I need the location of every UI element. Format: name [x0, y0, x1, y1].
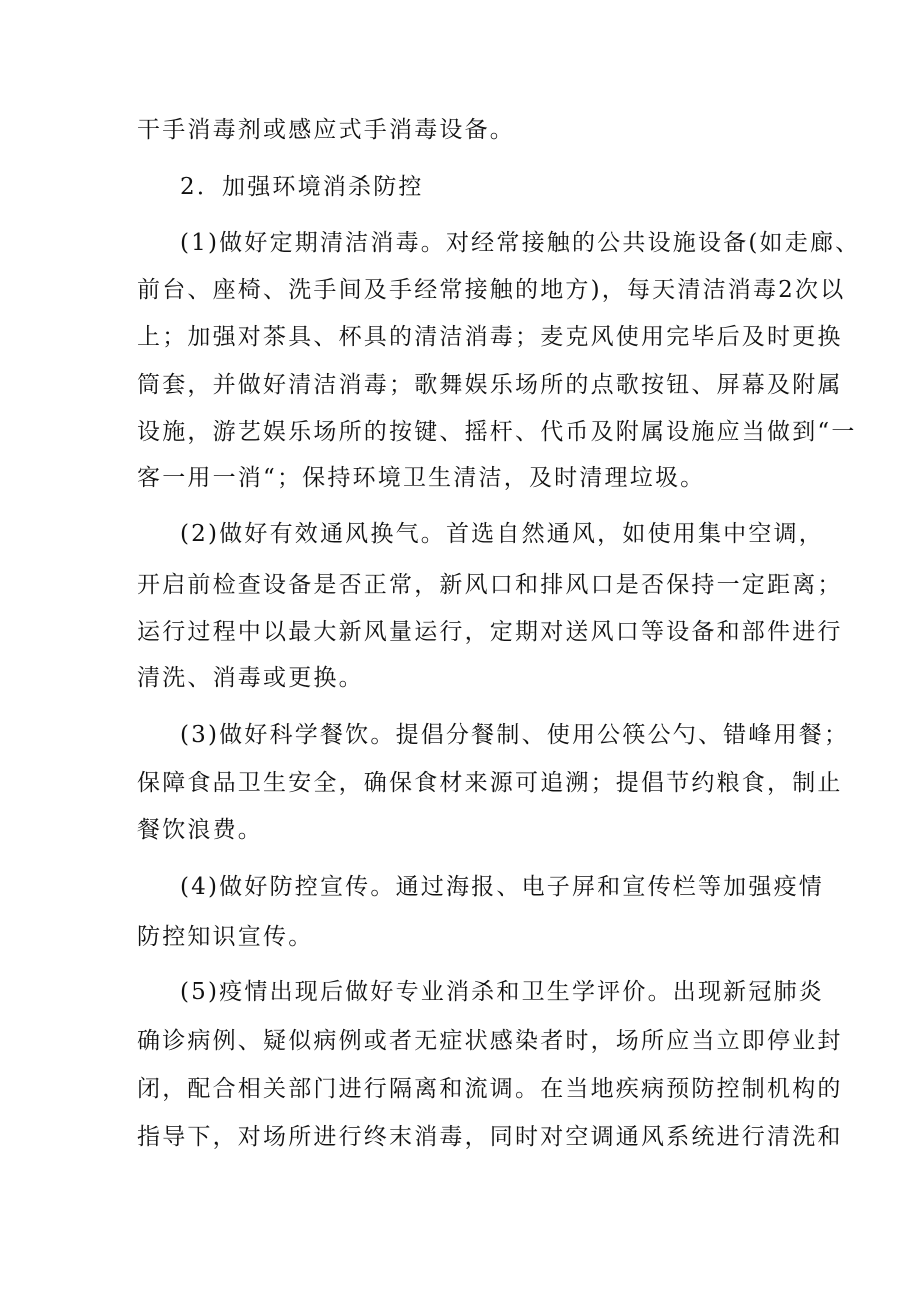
text-line-19: 确诊病例、疑似病例或者无症状感染者时，场所应当立即停业封	[137, 1028, 843, 1054]
text-line-20: 闭，配合相关部门进行隔离和流调。在当地疾病预防控制机构的	[137, 1076, 843, 1102]
text-line-11: 运行过程中以最大新风量运行，定期对送风口等设备和部件进行	[137, 619, 843, 645]
text-line-7: 设施，游艺娱乐场所的按键、摇杆、代币及附属设施应当做到“一	[137, 419, 857, 445]
text-line-12: 清洗、消毒或更换。	[137, 665, 364, 691]
text-line-13: (3)做好科学餐饮。提倡分餐制、使用公筷公勺、错峰用餐；	[180, 722, 850, 748]
text-line-17: 防控知识宣传。	[137, 924, 314, 950]
text-line-21: 指导下，对场所进行终末消毒，同时对空调通风系统进行清洗和	[137, 1124, 843, 1150]
text-line-3: (1)做好定期清洁消毒。对经常接触的公共设施设备(如走廊、	[180, 230, 861, 256]
text-line-6: 筒套，并做好清洁消毒；歌舞娱乐场所的点歌按钮、屏幕及附属	[137, 372, 843, 398]
text-line-14: 保障食品卫生安全，确保食材来源可追溯；提倡节约粮食，制止	[137, 770, 843, 796]
text-line-1: 干手消毒剂或感应式手消毒设备。	[137, 117, 515, 143]
text-line-9: (2)做好有效通风换气。首选自然通风，如使用集中空调，	[180, 521, 824, 547]
section-heading: 2．加强环境消杀防控	[180, 174, 424, 200]
text-line-10: 开启前检查设备是否正常，新风口和排风口是否保持一定距离；	[137, 572, 843, 598]
text-line-4: 前台、座椅、洗手间及手经常接触的地方)，每天清洁消毒2次以	[137, 277, 846, 303]
text-line-15: 餐饮浪费。	[137, 817, 263, 843]
text-line-16: (4)做好防控宣传。通过海报、电子屏和宣传栏等加强疫情	[180, 874, 824, 900]
text-line-8: 客一用一消“；保持环境卫生清洁，及时清理垃圾。	[137, 465, 706, 491]
text-line-5: 上；加强对茶具、杯具的清洁消毒；麦克风使用完毕后及时更换	[137, 324, 843, 350]
text-line-18: (5)疫情出现后做好专业消杀和卫生学评价。出现新冠肺炎	[180, 979, 824, 1005]
